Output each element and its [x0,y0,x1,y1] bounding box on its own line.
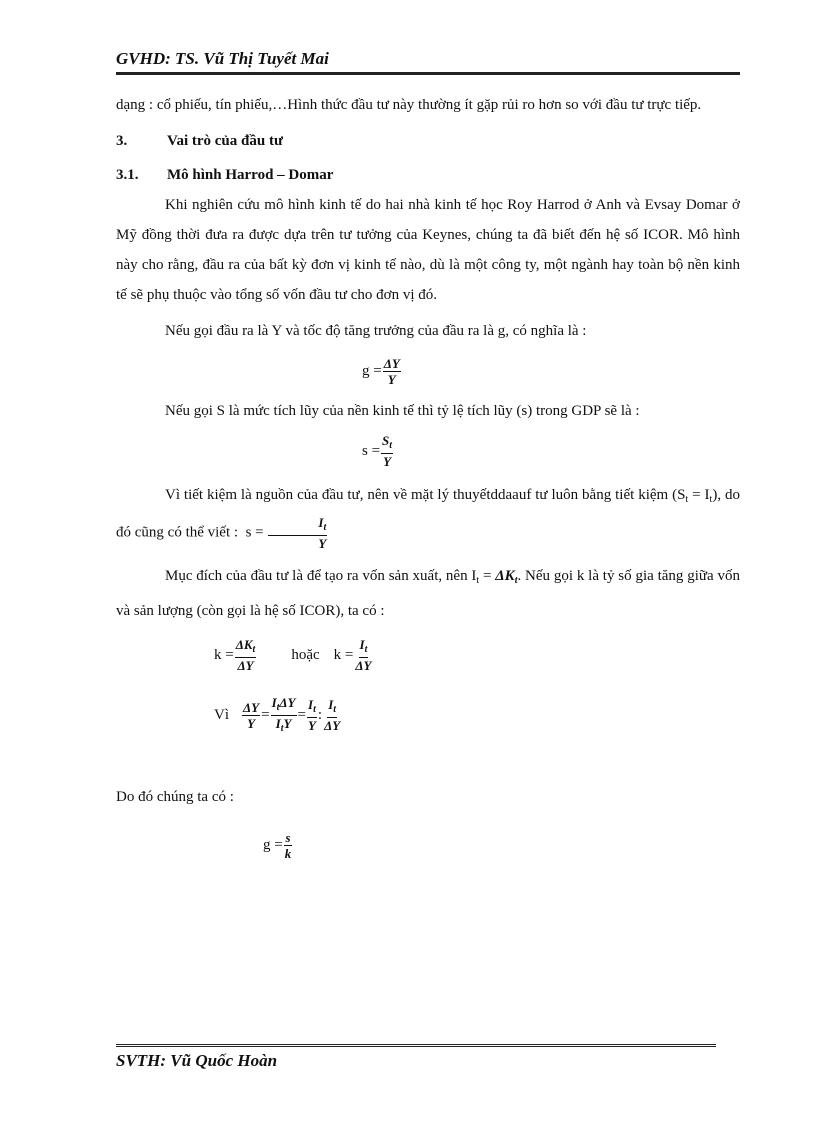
numerator: $I_t$ [327,697,337,718]
paragraph-harrod-domar: Khi nghiên cứu mô hình kinh tế do hai nhà kinh tế học Roy Harrod ở Anh và Evsay Domar ở Mỹ đồng thời đưa ra được dựa trên tư tưởng của Keynes, chúng ta đã biết đến hệ số ICOR. Mô hình này cho rằng, đầu ra của bất kỳ đơn vị kinh tế nào, dù là một công ty, một ngành hay toàn bộ nền kinh tế sẽ phụ thuộc vào tổng số vốn đầu tư cho đơn vị đó. [116,197,740,303]
denominator: Y [387,371,396,387]
section-heading-3-1 [116,160,740,190]
fraction [242,700,260,731]
subsection-title: Mô hình Harrod – Domar [167,167,334,183]
equals-sign: = [261,706,270,723]
fraction [307,697,317,733]
section-number: 3. [116,133,128,149]
numerator: $I_t$ [359,637,369,658]
fraction [284,830,293,861]
page-body [116,90,740,870]
paragraph-savings-investment: Vì tiết kiệm là nguồn của đầu tư, nên về mặt lý thuyếtddaauf tư luôn bằng tiết kiệm $(S_t = I_t)$, do đó cũng có thể viết : s = $\frac{I_t}{Y}$ [116,487,740,551]
fraction [381,433,393,469]
header-rule [116,72,740,75]
formula-k [116,630,740,680]
equals-sign: = [297,706,306,723]
formula-lhs: g = [263,836,283,853]
denominator: Y [383,454,392,469]
denominator: k [284,845,292,861]
colon-sign: : [317,706,323,723]
formula-lhs: s = [245,524,264,541]
denominator: ΔY [237,658,254,673]
subsection-number: 3.1. [116,167,139,183]
denominator: Y [318,536,327,551]
numerator: ΔY [243,699,260,715]
numerator: $\Delta K_t$ [235,637,257,658]
denominator: Y [247,715,256,731]
numerator: $S_t$ [381,433,393,454]
header-title: GVHD: TS. Vũ Thị Tuyết Mai [116,49,329,68]
formula-derivation [116,690,740,740]
numerator: $I_t$ [307,697,317,718]
formula-lhs: k = [214,646,234,663]
formula-lhs: k = [333,646,354,663]
paragraph-conclusion: Do đó chúng ta có : [116,789,234,805]
formula-g [116,346,740,396]
fraction [383,356,401,387]
paragraph-icor: Mục đích của đầu tư là để tạo ra vốn sản xuất, nên $I_t = \Delta K_t$. Nếu gọi k là tỷ số gia tăng giữa vốn và sản lượng (còn gọi là hệ số ICOR), ta có : [116,568,740,619]
denominator: $I_tY$ [275,715,292,734]
denominator: Y [307,718,316,733]
paragraph-savings-rate: Nếu gọi S là mức tích lũy của nền kinh tế thì tỷ lệ tích lũy (s) trong GDP sẽ là : [165,403,640,419]
fraction [268,515,327,551]
denominator: ΔY [355,658,372,673]
denominator: ΔY [324,718,341,733]
formula-lead: Vì [214,706,229,723]
section-heading-3 [116,126,740,156]
numerator: $I_t\Delta Y$ [271,695,297,716]
numerator: ΔY [383,355,400,371]
numerator: $I_t$ [268,515,327,536]
fraction [235,637,257,673]
formula-g-final [116,820,740,870]
fraction [271,695,297,736]
or-text: hoặc [291,646,320,663]
section-title: Vai trò của đầu tư [167,133,283,149]
paragraph-output-definition: Nếu gọi đầu ra là Y và tốc độ tăng trưởng của đầu ra là g, có nghĩa là : [165,323,587,339]
fraction [323,697,341,733]
page-footer [116,1044,716,1072]
fraction [354,637,372,673]
intro-paragraph: dạng : cổ phiếu, tín phiếu,…Hình thức đầu tư này thường ít gặp rủi ro hơn so với đầu tư trực tiếp. [116,97,702,113]
footer-rule [116,1044,716,1047]
formula-lhs: g = [362,362,382,379]
footer-title: SVTH: Vũ Quốc Hoàn [116,1051,278,1070]
formula-s [116,426,740,476]
numerator: s [285,829,291,845]
formula-lhs: s = [362,442,381,459]
page-header [116,48,740,75]
